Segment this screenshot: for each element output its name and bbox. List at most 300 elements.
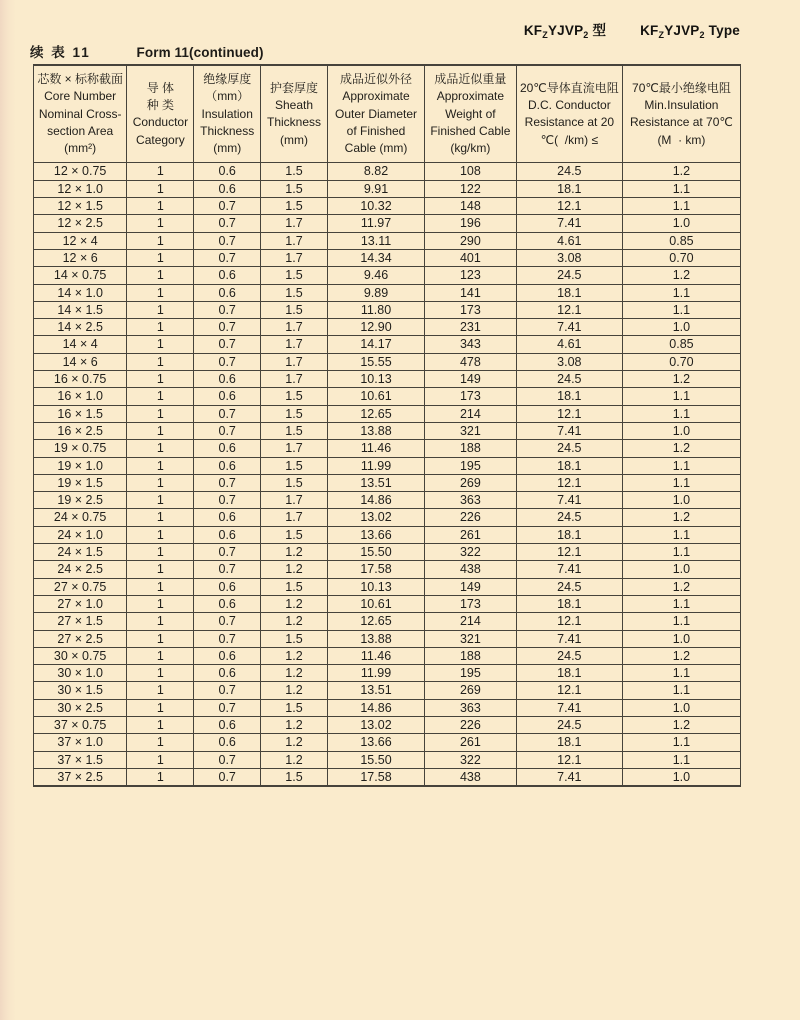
cell-sheath-thickness: 1.5 <box>260 457 327 474</box>
cell-insulation-resistance: 1.0 <box>622 422 740 439</box>
table-row <box>34 336 741 353</box>
table-row <box>34 716 741 733</box>
cell-weight: 173 <box>424 301 516 318</box>
cell-dc-resistance: 12.1 <box>516 405 622 422</box>
cell-insulation-thickness: 0.7 <box>194 561 260 578</box>
table-row <box>34 422 741 439</box>
cell-weight: 321 <box>424 630 516 647</box>
cell-weight: 322 <box>424 544 516 561</box>
cell-dc-resistance: 12.1 <box>516 301 622 318</box>
cell-outer-diameter: 15.50 <box>328 544 425 561</box>
cell-sheath-thickness: 1.2 <box>260 595 327 612</box>
cell-dc-resistance: 18.1 <box>516 284 622 301</box>
cell-weight: 122 <box>424 180 516 197</box>
form-continued-line <box>30 41 264 61</box>
cell-core-number: 27 × 1.0 <box>34 595 127 612</box>
cell-dc-resistance: 24.5 <box>516 371 622 388</box>
cell-insulation-thickness: 0.7 <box>194 249 260 266</box>
cell-insulation-thickness: 0.7 <box>194 215 260 232</box>
cell-weight: 148 <box>424 198 516 215</box>
cell-conductor-category: 1 <box>127 405 194 422</box>
cell-dc-resistance: 12.1 <box>516 751 622 768</box>
cell-insulation-resistance: 1.2 <box>622 716 740 733</box>
table-row <box>34 561 741 578</box>
cell-sheath-thickness: 1.7 <box>260 371 327 388</box>
cell-insulation-thickness: 0.7 <box>194 405 260 422</box>
cell-conductor-category: 1 <box>127 492 194 509</box>
cell-weight: 269 <box>424 474 516 491</box>
cell-outer-diameter: 13.02 <box>328 509 425 526</box>
cell-conductor-category: 1 <box>127 422 194 439</box>
cell-insulation-resistance: 1.0 <box>622 215 740 232</box>
cell-sheath-thickness: 1.7 <box>260 492 327 509</box>
cell-sheath-thickness: 1.5 <box>260 198 327 215</box>
cell-outer-diameter: 12.65 <box>328 405 425 422</box>
cell-insulation-resistance: 1.2 <box>622 578 740 595</box>
cell-dc-resistance: 7.41 <box>516 561 622 578</box>
cell-conductor-category: 1 <box>127 336 194 353</box>
cell-core-number: 14 × 4 <box>34 336 127 353</box>
table-row <box>34 526 741 543</box>
cell-insulation-resistance: 1.1 <box>622 180 740 197</box>
type-text: KF <box>640 23 659 38</box>
cell-conductor-category: 1 <box>127 647 194 664</box>
cell-core-number: 24 × 2.5 <box>34 561 127 578</box>
cell-dc-resistance: 24.5 <box>516 163 622 180</box>
cell-conductor-category: 1 <box>127 716 194 733</box>
cell-outer-diameter: 12.90 <box>328 319 425 336</box>
cell-weight: 478 <box>424 353 516 370</box>
cell-insulation-thickness: 0.7 <box>194 336 260 353</box>
cell-weight: 214 <box>424 613 516 630</box>
cell-outer-diameter: 13.66 <box>328 734 425 751</box>
cell-conductor-category: 1 <box>127 440 194 457</box>
cell-dc-resistance: 18.1 <box>516 526 622 543</box>
cell-core-number: 37 × 0.75 <box>34 716 127 733</box>
cell-insulation-resistance: 1.1 <box>622 682 740 699</box>
type-subscript: 2 <box>699 30 705 40</box>
type-subscript: 2 <box>583 30 589 40</box>
cell-core-number: 14 × 1.5 <box>34 301 127 318</box>
cell-outer-diameter: 13.66 <box>328 526 425 543</box>
cell-conductor-category: 1 <box>127 544 194 561</box>
type-text: YJVP <box>664 23 700 38</box>
cell-conductor-category: 1 <box>127 751 194 768</box>
cell-weight: 214 <box>424 405 516 422</box>
cell-core-number: 37 × 1.0 <box>34 734 127 751</box>
cell-insulation-thickness: 0.7 <box>194 232 260 249</box>
cell-insulation-thickness: 0.6 <box>194 509 260 526</box>
cell-sheath-thickness: 1.2 <box>260 561 327 578</box>
table-row <box>34 595 741 612</box>
table-row <box>34 440 741 457</box>
table-row <box>34 665 741 682</box>
cell-outer-diameter: 14.17 <box>328 336 425 353</box>
cell-insulation-thickness: 0.6 <box>194 180 260 197</box>
cell-insulation-thickness: 0.6 <box>194 734 260 751</box>
cell-outer-diameter: 10.32 <box>328 198 425 215</box>
cell-conductor-category: 1 <box>127 198 194 215</box>
cell-outer-diameter: 17.58 <box>328 768 425 786</box>
cell-insulation-resistance: 1.0 <box>622 630 740 647</box>
cell-insulation-resistance: 1.0 <box>622 492 740 509</box>
cell-dc-resistance: 24.5 <box>516 267 622 284</box>
cell-dc-resistance: 7.41 <box>516 319 622 336</box>
cell-dc-resistance: 24.5 <box>516 440 622 457</box>
cell-outer-diameter: 8.82 <box>328 163 425 180</box>
cell-insulation-resistance: 1.1 <box>622 613 740 630</box>
cell-sheath-thickness: 1.5 <box>260 699 327 716</box>
cell-insulation-thickness: 0.6 <box>194 457 260 474</box>
table-row <box>34 267 741 284</box>
cell-insulation-thickness: 0.6 <box>194 267 260 284</box>
cell-core-number: 16 × 1.0 <box>34 388 127 405</box>
cell-core-number: 30 × 1.0 <box>34 665 127 682</box>
cell-conductor-category: 1 <box>127 578 194 595</box>
cell-conductor-category: 1 <box>127 561 194 578</box>
cell-outer-diameter: 13.02 <box>328 716 425 733</box>
cell-core-number: 30 × 0.75 <box>34 647 127 664</box>
table-row <box>34 578 741 595</box>
cell-outer-diameter: 11.46 <box>328 647 425 664</box>
cell-core-number: 14 × 0.75 <box>34 267 127 284</box>
cell-insulation-resistance: 0.85 <box>622 336 740 353</box>
cell-sheath-thickness: 1.7 <box>260 232 327 249</box>
cell-insulation-thickness: 0.7 <box>194 544 260 561</box>
table-row <box>34 163 741 180</box>
cell-weight: 269 <box>424 682 516 699</box>
cell-outer-diameter: 13.51 <box>328 474 425 491</box>
cell-sheath-thickness: 1.5 <box>260 388 327 405</box>
cell-insulation-resistance: 1.1 <box>622 665 740 682</box>
table-row <box>34 492 741 509</box>
table-row <box>34 751 741 768</box>
cell-insulation-thickness: 0.6 <box>194 371 260 388</box>
cell-outer-diameter: 13.88 <box>328 422 425 439</box>
cell-outer-diameter: 13.51 <box>328 682 425 699</box>
cell-dc-resistance: 24.5 <box>516 716 622 733</box>
column-header-core-number: 芯数 × 标称截面 Core Number Nominal Cross- section Area (mm²) <box>34 65 127 163</box>
table-row <box>34 682 741 699</box>
cell-dc-resistance: 18.1 <box>516 665 622 682</box>
cell-core-number: 24 × 1.5 <box>34 544 127 561</box>
cell-sheath-thickness: 1.5 <box>260 180 327 197</box>
cell-insulation-resistance: 1.1 <box>622 388 740 405</box>
cell-conductor-category: 1 <box>127 284 194 301</box>
cell-sheath-thickness: 1.7 <box>260 319 327 336</box>
cell-conductor-category: 1 <box>127 353 194 370</box>
continued-label-cn: 续 表 11 <box>30 45 91 60</box>
table-row <box>34 319 741 336</box>
cell-insulation-thickness: 0.6 <box>194 716 260 733</box>
cell-insulation-resistance: 1.2 <box>622 509 740 526</box>
cell-insulation-resistance: 1.1 <box>622 751 740 768</box>
cell-weight: 195 <box>424 665 516 682</box>
cell-core-number: 12 × 2.5 <box>34 215 127 232</box>
cell-outer-diameter: 17.58 <box>328 561 425 578</box>
cell-sheath-thickness: 1.5 <box>260 422 327 439</box>
cell-insulation-resistance: 1.0 <box>622 319 740 336</box>
cell-weight: 363 <box>424 699 516 716</box>
cell-dc-resistance: 24.5 <box>516 647 622 664</box>
cell-core-number: 27 × 1.5 <box>34 613 127 630</box>
cell-dc-resistance: 4.61 <box>516 232 622 249</box>
table-head <box>34 65 741 163</box>
cell-weight: 195 <box>424 457 516 474</box>
cell-core-number: 24 × 0.75 <box>34 509 127 526</box>
cell-conductor-category: 1 <box>127 457 194 474</box>
cell-insulation-thickness: 0.7 <box>194 751 260 768</box>
cell-dc-resistance: 7.41 <box>516 699 622 716</box>
continued-label-en: Form 11(continued) <box>136 45 264 60</box>
table-row <box>34 647 741 664</box>
cell-dc-resistance: 18.1 <box>516 595 622 612</box>
cell-dc-resistance: 7.41 <box>516 215 622 232</box>
cell-sheath-thickness: 1.5 <box>260 284 327 301</box>
cell-insulation-thickness: 0.6 <box>194 440 260 457</box>
cell-insulation-thickness: 0.7 <box>194 301 260 318</box>
cell-insulation-resistance: 1.2 <box>622 647 740 664</box>
cell-insulation-resistance: 1.1 <box>622 457 740 474</box>
cell-weight: 149 <box>424 578 516 595</box>
cell-outer-diameter: 11.97 <box>328 215 425 232</box>
column-header-conductor-category: 导 体 种 类 Conductor Category <box>127 65 194 163</box>
cable-type-label-cn <box>524 23 606 38</box>
cell-insulation-thickness: 0.6 <box>194 163 260 180</box>
cell-conductor-category: 1 <box>127 734 194 751</box>
cell-conductor-category: 1 <box>127 474 194 491</box>
cell-sheath-thickness: 1.2 <box>260 751 327 768</box>
cell-outer-diameter: 11.80 <box>328 301 425 318</box>
cell-sheath-thickness: 1.5 <box>260 526 327 543</box>
cable-type-label-en <box>640 23 740 38</box>
cell-insulation-resistance: 1.1 <box>622 474 740 491</box>
cell-dc-resistance: 7.41 <box>516 768 622 786</box>
cell-sheath-thickness: 1.7 <box>260 353 327 370</box>
table-row <box>34 768 741 786</box>
cell-conductor-category: 1 <box>127 595 194 612</box>
cell-conductor-category: 1 <box>127 630 194 647</box>
cell-dc-resistance: 18.1 <box>516 734 622 751</box>
type-subscript: Z <box>542 30 548 40</box>
cell-weight: 401 <box>424 249 516 266</box>
cell-sheath-thickness: 1.2 <box>260 682 327 699</box>
cell-weight: 261 <box>424 526 516 543</box>
cell-core-number: 19 × 2.5 <box>34 492 127 509</box>
cell-weight: 321 <box>424 422 516 439</box>
cell-outer-diameter: 13.88 <box>328 630 425 647</box>
cell-conductor-category: 1 <box>127 665 194 682</box>
table-row <box>34 457 741 474</box>
cell-core-number: 12 × 6 <box>34 249 127 266</box>
cell-insulation-thickness: 0.6 <box>194 595 260 612</box>
column-header-outer-diameter: 成品近似外径 Approximate Outer Diameter of Finished Cable (mm) <box>328 65 425 163</box>
cell-sheath-thickness: 1.7 <box>260 215 327 232</box>
cell-sheath-thickness: 1.5 <box>260 267 327 284</box>
type-text: YJVP <box>547 23 584 38</box>
cell-dc-resistance: 12.1 <box>516 474 622 491</box>
cell-dc-resistance: 7.41 <box>516 492 622 509</box>
table-body <box>34 163 741 786</box>
cell-weight: 173 <box>424 388 516 405</box>
cell-sheath-thickness: 1.5 <box>260 474 327 491</box>
cell-weight: 438 <box>424 768 516 786</box>
table-row <box>34 388 741 405</box>
cell-sheath-thickness: 1.5 <box>260 768 327 786</box>
cell-weight: 438 <box>424 561 516 578</box>
cell-outer-diameter: 13.11 <box>328 232 425 249</box>
cell-dc-resistance: 18.1 <box>516 457 622 474</box>
cell-weight: 290 <box>424 232 516 249</box>
cell-core-number: 12 × 1.0 <box>34 180 127 197</box>
cell-dc-resistance: 24.5 <box>516 509 622 526</box>
cell-weight: 196 <box>424 215 516 232</box>
cell-dc-resistance: 3.08 <box>516 249 622 266</box>
cell-core-number: 14 × 6 <box>34 353 127 370</box>
cell-conductor-category: 1 <box>127 388 194 405</box>
cell-weight: 322 <box>424 751 516 768</box>
cell-outer-diameter: 9.91 <box>328 180 425 197</box>
cell-insulation-thickness: 0.7 <box>194 353 260 370</box>
cell-weight: 226 <box>424 509 516 526</box>
cell-sheath-thickness: 1.7 <box>260 509 327 526</box>
cell-outer-diameter: 9.89 <box>328 284 425 301</box>
cell-insulation-thickness: 0.7 <box>194 422 260 439</box>
cell-outer-diameter: 10.13 <box>328 371 425 388</box>
cell-dc-resistance: 24.5 <box>516 578 622 595</box>
cell-dc-resistance: 12.1 <box>516 682 622 699</box>
cell-outer-diameter: 14.86 <box>328 699 425 716</box>
cell-insulation-resistance: 1.2 <box>622 163 740 180</box>
cell-insulation-resistance: 1.2 <box>622 267 740 284</box>
cell-insulation-resistance: 1.1 <box>622 526 740 543</box>
cell-conductor-category: 1 <box>127 301 194 318</box>
cell-conductor-category: 1 <box>127 509 194 526</box>
column-header-insulation-thickness: 绝缘厚度 （mm） Insulation Thickness (mm) <box>194 65 260 163</box>
type-text: 型 <box>588 23 607 38</box>
cell-sheath-thickness: 1.5 <box>260 578 327 595</box>
cell-conductor-category: 1 <box>127 699 194 716</box>
cell-dc-resistance: 4.61 <box>516 336 622 353</box>
cell-dc-resistance: 7.41 <box>516 630 622 647</box>
column-header-weight: 成品近似重量 Approximate Weight of Finished Cable (kg/km) <box>424 65 516 163</box>
cell-conductor-category: 1 <box>127 768 194 786</box>
cell-insulation-resistance: 1.1 <box>622 734 740 751</box>
cell-insulation-thickness: 0.7 <box>194 768 260 786</box>
cell-core-number: 27 × 0.75 <box>34 578 127 595</box>
cell-core-number: 12 × 4 <box>34 232 127 249</box>
cell-dc-resistance: 12.1 <box>516 613 622 630</box>
cell-outer-diameter: 15.55 <box>328 353 425 370</box>
cell-sheath-thickness: 1.5 <box>260 405 327 422</box>
cell-weight: 363 <box>424 492 516 509</box>
cell-sheath-thickness: 1.2 <box>260 613 327 630</box>
cell-insulation-resistance: 1.1 <box>622 198 740 215</box>
cell-sheath-thickness: 1.2 <box>260 734 327 751</box>
cell-conductor-category: 1 <box>127 319 194 336</box>
cell-outer-diameter: 11.99 <box>328 665 425 682</box>
cell-conductor-category: 1 <box>127 371 194 388</box>
cell-insulation-thickness: 0.6 <box>194 526 260 543</box>
cell-sheath-thickness: 1.7 <box>260 249 327 266</box>
cell-insulation-resistance: 1.2 <box>622 440 740 457</box>
cell-insulation-thickness: 0.7 <box>194 613 260 630</box>
table-row <box>34 215 741 232</box>
cell-core-number: 12 × 1.5 <box>34 198 127 215</box>
cell-core-number: 16 × 2.5 <box>34 422 127 439</box>
cell-outer-diameter: 14.34 <box>328 249 425 266</box>
cell-outer-diameter: 15.50 <box>328 751 425 768</box>
cell-conductor-category: 1 <box>127 249 194 266</box>
cell-outer-diameter: 10.13 <box>328 578 425 595</box>
cell-insulation-resistance: 1.1 <box>622 595 740 612</box>
cell-core-number: 14 × 1.0 <box>34 284 127 301</box>
table-row <box>34 232 741 249</box>
cell-dc-resistance: 3.08 <box>516 353 622 370</box>
cell-dc-resistance: 12.1 <box>516 198 622 215</box>
type-text: Type <box>704 23 740 38</box>
cell-weight: 123 <box>424 267 516 284</box>
cell-insulation-thickness: 0.7 <box>194 492 260 509</box>
cell-core-number: 16 × 1.5 <box>34 405 127 422</box>
cell-insulation-resistance: 1.1 <box>622 405 740 422</box>
cell-conductor-category: 1 <box>127 526 194 543</box>
table-row <box>34 405 741 422</box>
cell-weight: 226 <box>424 716 516 733</box>
cell-insulation-resistance: 1.0 <box>622 768 740 786</box>
table-row <box>34 198 741 215</box>
cell-core-number: 19 × 1.0 <box>34 457 127 474</box>
cell-weight: 149 <box>424 371 516 388</box>
cable-type-title <box>524 19 740 39</box>
cell-core-number: 14 × 2.5 <box>34 319 127 336</box>
cell-insulation-resistance: 0.70 <box>622 249 740 266</box>
cell-weight: 188 <box>424 440 516 457</box>
table-row <box>34 630 741 647</box>
cell-insulation-resistance: 1.1 <box>622 544 740 561</box>
cell-weight: 231 <box>424 319 516 336</box>
column-header-insulation-resistance: 70℃最小绝缘电阻 Min.Insulation Resistance at 70℃ (M · km) <box>622 65 740 163</box>
type-subscript: Z <box>658 30 665 40</box>
cell-insulation-resistance: 1.0 <box>622 699 740 716</box>
cell-insulation-resistance: 0.85 <box>622 232 740 249</box>
cell-core-number: 30 × 2.5 <box>34 699 127 716</box>
cell-weight: 343 <box>424 336 516 353</box>
table-row <box>34 353 741 370</box>
cell-sheath-thickness: 1.2 <box>260 716 327 733</box>
cell-weight: 188 <box>424 647 516 664</box>
cell-conductor-category: 1 <box>127 215 194 232</box>
cell-sheath-thickness: 1.5 <box>260 301 327 318</box>
cell-insulation-thickness: 0.7 <box>194 198 260 215</box>
cell-conductor-category: 1 <box>127 180 194 197</box>
cell-core-number: 24 × 1.0 <box>34 526 127 543</box>
cell-dc-resistance: 7.41 <box>516 422 622 439</box>
cell-outer-diameter: 11.99 <box>328 457 425 474</box>
table-row <box>34 249 741 266</box>
cell-weight: 261 <box>424 734 516 751</box>
table-row <box>34 734 741 751</box>
type-text: KF <box>523 23 543 38</box>
cell-outer-diameter: 10.61 <box>328 388 425 405</box>
cell-sheath-thickness: 1.2 <box>260 665 327 682</box>
cell-outer-diameter: 12.65 <box>328 613 425 630</box>
cell-insulation-thickness: 0.6 <box>194 578 260 595</box>
cell-weight: 108 <box>424 163 516 180</box>
table-row <box>34 699 741 716</box>
cell-insulation-thickness: 0.7 <box>194 682 260 699</box>
cell-insulation-resistance: 1.1 <box>622 301 740 318</box>
